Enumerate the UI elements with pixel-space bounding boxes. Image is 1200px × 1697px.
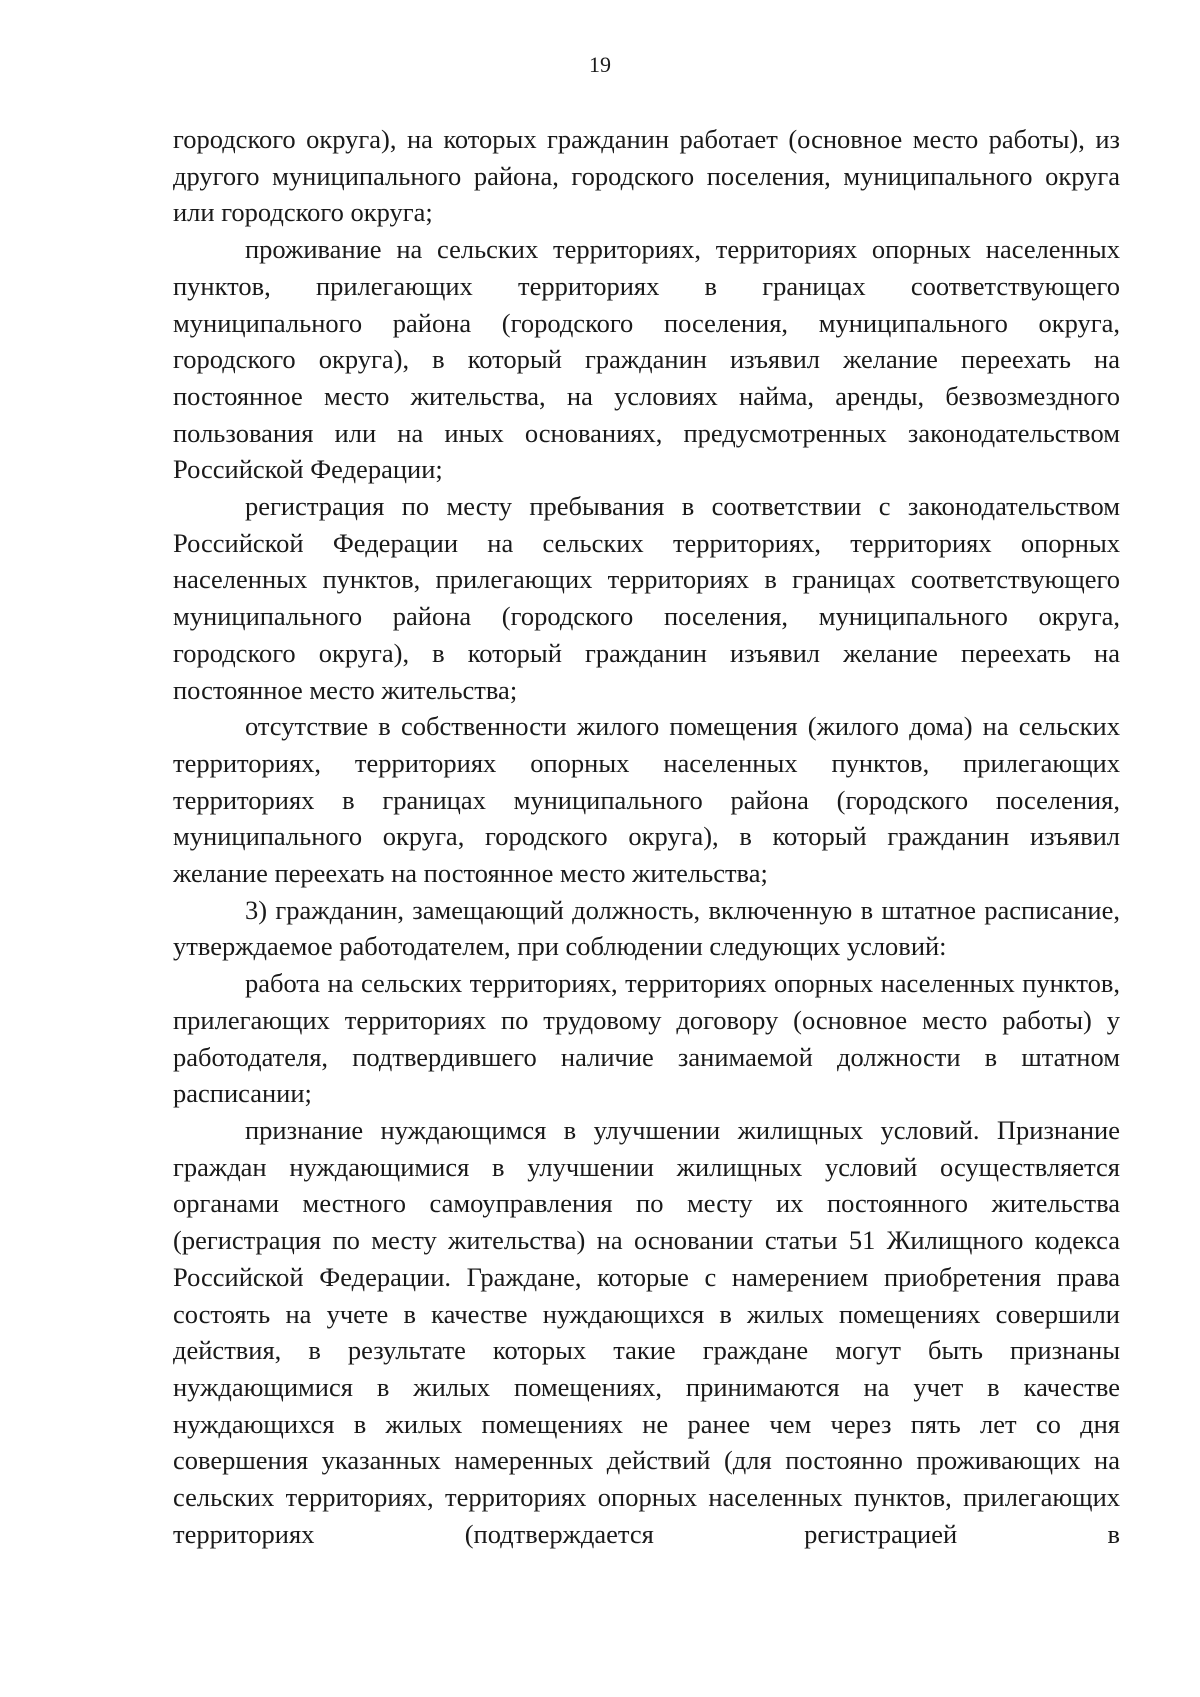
paragraph-continuation: городского округа), на которых гражданин работает (основное место работы), из другого муниципального района, городского поселения, муниципального округа или городского округа; [173, 124, 1120, 228]
paragraph-no-ownership: отсутствие в собственности жилого помещения (жилого дома) на сельских территориях, территориях опорных населенных пунктов, прилегающих территориях в границах муниципального района (городского поселения, муниципального округа, городского округа), в который гражданин изъявил желание переехать на постоянное место жительства; [173, 711, 1120, 889]
paragraph-employment: работа на сельских территориях, территориях опорных населенных пунктов, прилегающих территориях по трудовому договору (основное место работы) у работодателя, подтвердившего наличие занимаемой должности в штатном расписании; [173, 968, 1120, 1109]
paragraph-housing-need: признание нуждающимся в улучшении жилищных условий. Признание граждан нуждающимися в улучшении жилищных условий осуществляется органами местного самоуправления по месту их постоянного жительства (регистрация по месту жительства) на основании статьи 51 Жилищного кодекса Российской Федерации. Граждане, которые с намерением приобретения права состоять на учете в качестве нуждающихся в жилых помещениях совершили действия, в результате которых такие граждане могут быть признаны нуждающимися в жилых помещениях, принимаются на учет в качестве нуждающихся в жилых помещениях не ранее чем через пять лет со дня совершения указанных намеренных действий (для постоянно проживающих на сельских территориях, территориях опорных населенных пунктов, прилегающих территориях (подтверждается регистрацией в [173, 1114, 1120, 1549]
paragraph-residence: проживание на сельских территориях, территориях опорных населенных пунктов, прилегающих территориях в границах соответствующего муниципального района (городского поселения, муниципального округа, городского округа), в который гражданин изъявил желание переехать на постоянное место жительства, на условиях найма, аренды, безвозмездного пользования или на иных основаниях, предусмотренных законодательством Российской Федерации; [173, 234, 1120, 485]
document-body [173, 121, 1120, 1552]
paragraph-item-3: 3) гражданин, замещающий должность, включенную в штатное расписание, утверждаемое работодателем, при соблюдении следующих условий: [173, 894, 1120, 962]
page-number: 19 [589, 52, 611, 77]
paragraph-registration: регистрация по месту пребывания в соответствии с законодательством Российской Федерации на сельских территориях, территориях опорных населенных пунктов, прилегающих территориях в границах соответствующего муниципального района (городского поселения, муниципального округа, городского округа), в который гражданин изъявил желание переехать на постоянное место жительства; [173, 491, 1120, 705]
